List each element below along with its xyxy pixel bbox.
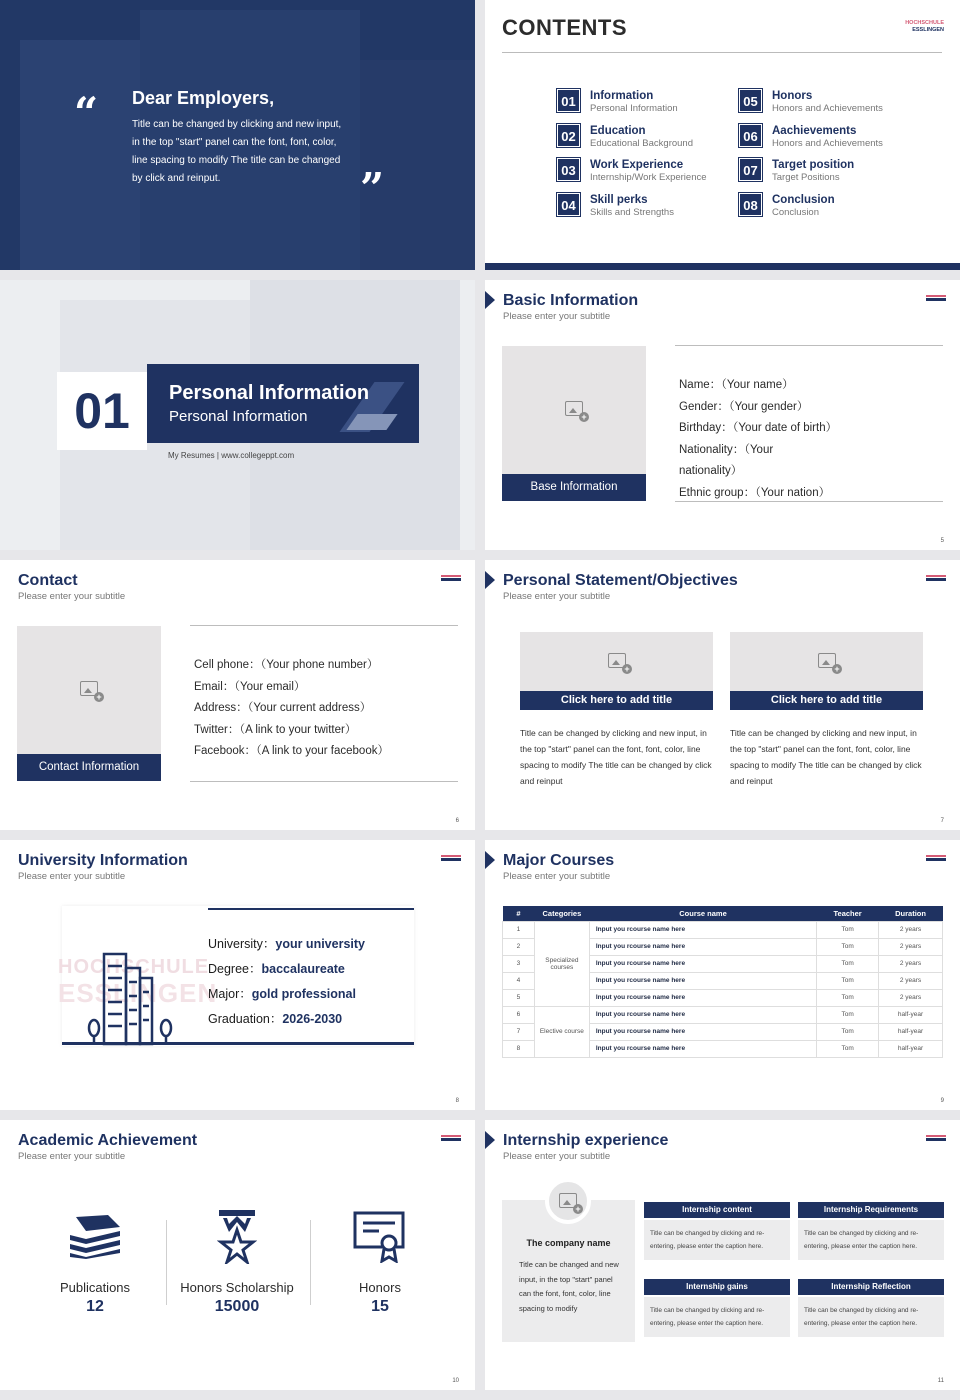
achievement-value: 15 [371, 1298, 389, 1315]
item-title: Aachievements [772, 125, 857, 137]
slide-subtitle: Please enter your subtitle [18, 1151, 126, 1162]
slide-title: Dear Employers, [132, 88, 275, 108]
open-quote-icon: “ [74, 88, 99, 137]
achievement-value: 12 [86, 1298, 104, 1315]
header-triangle-icon [485, 571, 495, 589]
school-logo [926, 575, 946, 581]
achievement-value: 15000 [214, 1298, 260, 1315]
section-number: 01 [74, 383, 130, 439]
slide-contact[interactable] [0, 560, 475, 830]
internship-box-title: Internship content [644, 1202, 790, 1218]
section-subtitle: Personal Information [169, 408, 308, 425]
school-logo [441, 575, 461, 581]
slide-basic-information[interactable] [485, 280, 960, 550]
slide-university-information[interactable] [0, 840, 475, 1110]
add-title-button[interactable]: Click here to add title [520, 691, 713, 710]
page-number: 7 [940, 818, 944, 824]
field-nationality-cont: nationality） [679, 465, 743, 477]
company-text: Title can be changed and new input, in the top "start" panel can the font, font, color, line spacing to modify [519, 1260, 619, 1313]
slide-contents[interactable] [485, 0, 960, 270]
slide-title: Basic Information [503, 292, 639, 309]
field-nationality: Nationality：（Your [679, 444, 774, 456]
company-image-placeholder[interactable] [545, 1178, 591, 1224]
school-logo [926, 295, 946, 301]
item-number: 02 [557, 124, 580, 147]
internship-box-text: Title can be changed by clicking and re-entering, please enter the caption here. [644, 1297, 790, 1337]
slide-title: Personal Statement/Objectives [503, 572, 738, 589]
section-banner [147, 364, 419, 443]
internship-box-title: Internship gains [644, 1279, 790, 1295]
field-gender: Gender：（Your gender） [679, 401, 809, 413]
internship-box-text: Title can be changed by clicking and re-entering, please enter the caption here. [798, 1220, 944, 1260]
divider-line [190, 781, 458, 782]
image-caption: Base Information [502, 474, 646, 501]
university-row: University：your university [208, 937, 365, 951]
certificate-icon [353, 1211, 407, 1263]
item-subtitle: Conclusion [772, 207, 819, 218]
achievement-label: Honors [359, 1280, 401, 1295]
item-subtitle: Honors and Achievements [772, 103, 883, 114]
divider-line [675, 501, 943, 502]
item-subtitle: Educational Background [590, 138, 693, 149]
column-header: Categories [534, 906, 589, 921]
field-twitter: Twitter：（A link to your twitter） [194, 724, 357, 736]
image-placeholder[interactable] [730, 632, 923, 692]
section-title: Personal Information [169, 382, 370, 404]
item-number: 03 [557, 158, 580, 181]
slide-subtitle: Please enter your subtitle [503, 591, 611, 602]
table-row: 2 Input you rcourse name here Tom 2 years [503, 938, 943, 955]
divider-line [190, 625, 458, 626]
column-header: # [503, 906, 535, 921]
internship-box-text: Title can be changed by clicking and re-entering, please enter the caption here. [644, 1220, 790, 1260]
table-row: 5 Input you rcourse name here Tom 2 years [503, 989, 943, 1006]
school-logo [441, 1135, 461, 1141]
watermark-text: HOCHSCHULE [58, 956, 210, 978]
slide-subtitle: Please enter your subtitle [503, 871, 611, 882]
school-logo [926, 855, 946, 861]
item-subtitle: Internship/Work Experience [590, 172, 707, 183]
slide-body-text: Title can be changed by clicking and new input, in the top "start" panel can the font, font, color, line spacing to modify The title can be changed by click and reinput. [132, 119, 342, 184]
field-email: Email：（Your email） [194, 681, 306, 693]
slide-title: University Information [18, 852, 188, 869]
achievement-label: Publications [59, 1280, 131, 1295]
statement-text: Title can be changed by clicking and new input, in the top "start" panel can the font, font, color, line spacing to modify The title can be changed by click and reinput [730, 728, 922, 786]
page-number: 8 [455, 1098, 459, 1104]
item-subtitle: Skills and Strengths [590, 207, 674, 218]
table-row: 3 Input you rcourse name here Tom 2 years [503, 955, 943, 972]
close-quote-icon: ” [360, 164, 385, 213]
slide-subtitle: Please enter your subtitle [503, 1151, 611, 1162]
image-icon [559, 1193, 577, 1208]
item-title: Education [590, 125, 646, 137]
medal-icon [217, 1210, 257, 1264]
image-icon [80, 681, 98, 696]
divider-line [62, 1042, 414, 1045]
column-header: Teacher [817, 906, 879, 921]
item-title: Skill perks [590, 194, 648, 206]
header-triangle-icon [485, 851, 495, 869]
image-icon [818, 653, 836, 668]
slide-subtitle: Please enter your subtitle [18, 871, 126, 882]
item-number: 01 [557, 89, 580, 112]
major-row: Major：gold professional [208, 987, 356, 1001]
slide-title: Major Courses [503, 852, 615, 869]
section-number-box [57, 372, 147, 450]
slide-dear-employers[interactable] [0, 0, 475, 270]
page-number: 11 [937, 1378, 944, 1384]
item-title: Work Experience [590, 159, 684, 171]
internship-box-text: Title can be changed by clicking and re-entering, please enter the caption here. [798, 1297, 944, 1337]
field-name: Name：（Your name） [679, 379, 794, 391]
category-cell: Specialized courses [534, 921, 589, 1006]
item-title: Conclusion [772, 194, 835, 206]
item-subtitle: Target Positions [772, 172, 840, 183]
slide-personal-statement[interactable] [485, 560, 960, 830]
category-cell: Elective course [534, 1006, 589, 1057]
table-row: 8 Input you rcourse name here Tom half-year [503, 1040, 943, 1057]
table-row: 4 Input you rcourse name here Tom 2 years [503, 972, 943, 989]
item-number: 08 [739, 193, 762, 216]
image-caption: Contact Information [17, 754, 161, 781]
table-row: 7 Input you rcourse name here Tom half-year [503, 1023, 943, 1040]
page-number: 10 [452, 1378, 459, 1384]
page-number: 9 [940, 1098, 944, 1104]
field-cell-phone: Cell phone：（Your phone number） [194, 659, 379, 671]
slide-academic-achievement[interactable] [0, 1120, 475, 1390]
school-logo: HOCHSCHULE ESSLINGEN [905, 20, 944, 33]
table-row: 1 Specialized courses Input you rcourse name here Tom 2 years [503, 921, 943, 938]
graduation-row: Graduation：2026-2030 [208, 1012, 343, 1026]
company-name: The company name [526, 1238, 611, 1248]
item-title: Honors [772, 90, 813, 102]
header-triangle-icon [485, 291, 495, 309]
internship-box-title: Internship Requirements [798, 1202, 944, 1218]
school-logo [926, 1135, 946, 1141]
achievement-label: Honors Scholarship [180, 1280, 294, 1295]
column-header: Duration [879, 906, 943, 921]
internship-box-title: Internship Reflection [798, 1279, 944, 1295]
page-number: 5 [940, 538, 944, 544]
header-triangle-icon [485, 1131, 495, 1149]
school-logo [441, 855, 461, 861]
slide-major-courses[interactable] [485, 840, 960, 1110]
slide-title: Contact [18, 572, 78, 589]
books-icon [68, 1213, 124, 1259]
courses-table [502, 906, 943, 1058]
add-title-button[interactable]: Click here to add title [730, 691, 923, 710]
item-title: Information [590, 90, 654, 102]
slide-subtitle: Please enter your subtitle [503, 311, 611, 322]
background-building [20, 40, 140, 270]
field-birthday: Birthday：（Your date of birth） [679, 422, 838, 434]
field-address: Address：（Your current address） [194, 702, 372, 714]
table-row: 6 Elective course Input you rcourse name here Tom half-year [503, 1006, 943, 1023]
image-icon [608, 653, 626, 668]
image-icon [565, 401, 583, 416]
statement-text: Title can be changed by clicking and new input, in the top "start" panel can the font, font, color, line spacing to modify The title can be changed by click and reinput [520, 728, 712, 786]
building-icon [82, 946, 182, 1046]
slide-section-divider[interactable] [0, 280, 475, 550]
item-title: Target position [772, 159, 855, 171]
watermark-text: ESSLINGEN [58, 978, 218, 1008]
footer-text: My Resumes | www.collegeppt.com [168, 451, 295, 460]
slide-title: CONTENTS [502, 15, 627, 40]
item-number: 05 [739, 89, 762, 112]
title-divider [502, 52, 942, 53]
page-number: 6 [455, 818, 459, 824]
item-number: 06 [739, 124, 762, 147]
item-number: 07 [739, 158, 762, 181]
divider-line [675, 345, 943, 346]
item-subtitle: Honors and Achievements [772, 138, 883, 149]
slide-internship-experience[interactable] [485, 1120, 960, 1390]
field-ethnic-group: Ethnic group：（Your nation） [679, 487, 831, 499]
slide-subtitle: Please enter your subtitle [18, 591, 126, 602]
item-number: 04 [557, 193, 580, 216]
field-facebook: Facebook：（A link to your facebook） [194, 745, 389, 757]
item-subtitle: Personal Information [590, 103, 678, 114]
slide-title: Internship experience [503, 1132, 669, 1149]
bottom-bar [485, 263, 960, 270]
slide-title: Academic Achievement [18, 1132, 198, 1149]
table-header-row [503, 906, 943, 921]
degree-row: Degree：baccalaureate [208, 962, 345, 976]
image-placeholder[interactable] [520, 632, 713, 692]
column-header: Course name [589, 906, 816, 921]
divider-line [208, 908, 414, 910]
